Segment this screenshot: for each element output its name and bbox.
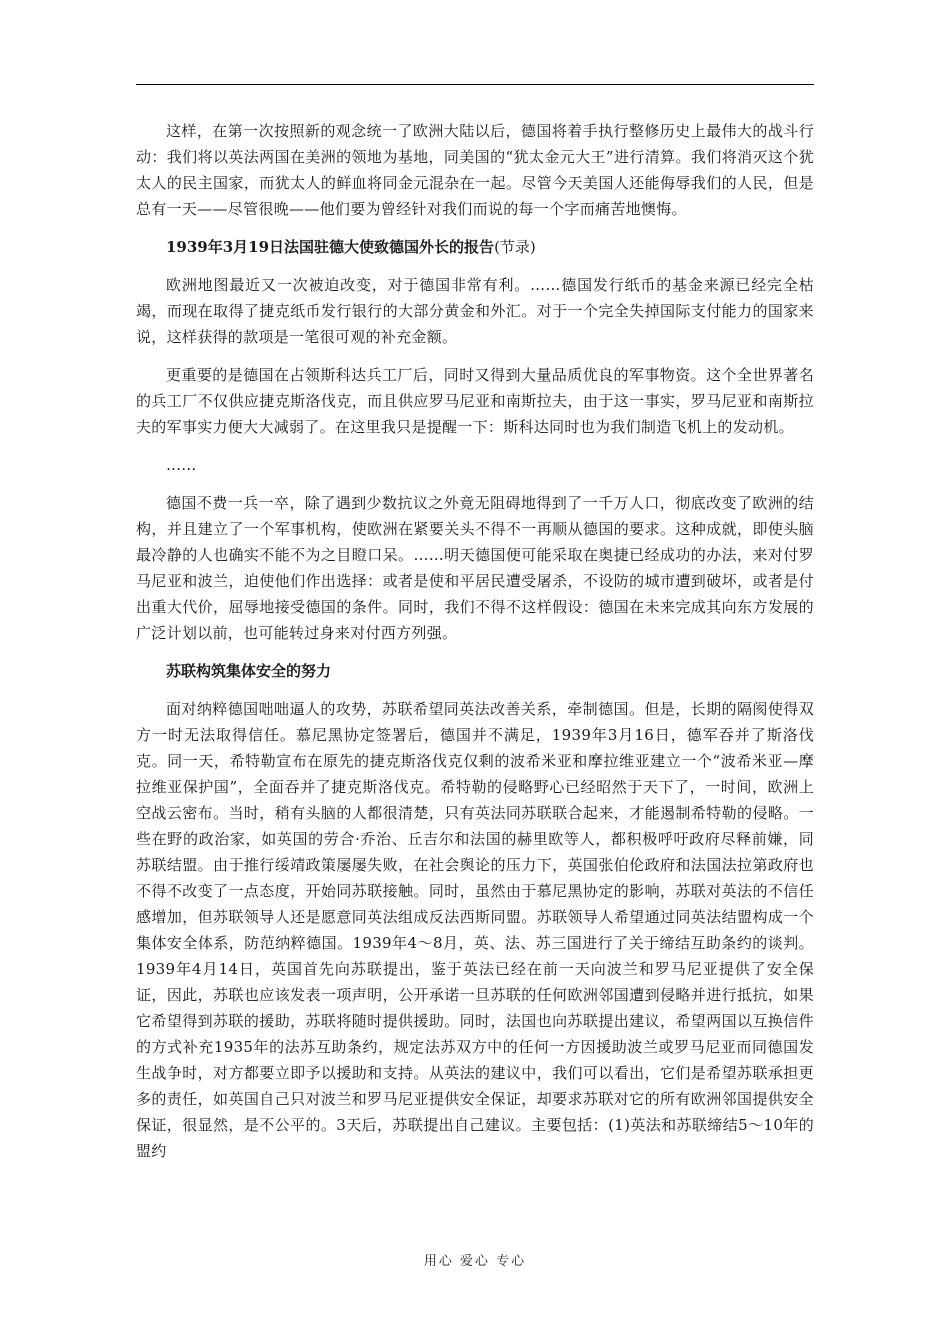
heading-title: 1939年3月19日法国驻德大使致德国外长的报告 [166,238,495,256]
paragraph: 这样，在第一次按照新的观念统一了欧洲大陆以后，德国将着手执行整修历史上最伟大的战斗行动：我们将以英法两国在美洲的领地为基地，同美国的“犹太金元大王”进行清算。我们将消灭这个犹太人的民主国家，而犹太人的鲜血将同金元混杂在一起。尽管今天美国人还能侮辱我们的人民，但是总有一天——尽管很晚——他们要为曾经针对我们而说的每一个字而痛苦地懊悔。 [136,122,814,218]
paragraph: 更重要的是德国在占领斯科达兵工厂后，同时又得到大量品质优良的军事物资。这个全世界著名的兵工厂不仅供应捷克斯洛伐克，而且供应罗马尼亚和南斯拉夫，由于这一事实，罗马尼亚和南斯拉夫的军事实力便大大减弱了。在这里我只是提醒一下：斯科达同时也为我们制造飞机上的发动机。 [136,366,814,436]
paragraph: 面对纳粹德国咄咄逼人的攻势，苏联希望同英法改善关系，牵制德国。但是，长期的隔阂使得双方一时无法取得信任。慕尼黑协定签署后，德国并不满足，1939年3月16日，德军吞并了斯洛伐克。同一天，希特勒宣布在原先的捷克斯洛伐克仅剩的波希米亚和摩拉维亚建立一个“波希米亚—摩拉维亚保护国”，全面吞并了捷克斯洛伐克。希特勒的侵略野心已经昭然于天下了，一时间，欧洲上空战云密布。当时，稍有头脑的人都很清楚，只有英法同苏联联合起来，才能遏制希特勒的侵略。一些在野的政治家，如英国的劳合·乔治、丘吉尔和法国的赫里欧等人，都积极呼吁政府尽释前嫌，同苏联结盟。由于推行绥靖政策屡屡失败，在社会舆论的压力下，英国张伯伦政府和法国法拉第政府也不得不改变了一点态度，开始同苏联接触。同时，虽然由于慕尼黑协定的影响，苏联对英法的不信任感增加，但苏联领导人还是愿意同英法组成反法西斯同盟。苏联领导人希望通过同英法结盟构成一个集体安全体系，防范纳粹德国。1939年4～8月，英、法、苏三国进行了关于缔结互助条约的谈判。1939年4月14日，英国首先向苏联提出，鉴于英法已经在前一天向波兰和罗马尼亚提供了安全保证，因此，苏联也应该发表一项声明，公开承诺一旦苏联的任何欧洲邻国遭到侵略并进行抵抗，如果它希望得到苏联的援助，苏联将随时提供援助。同时，法国也向苏联提出建议，希望两国以互换信件的方式补充1935年的法苏互助条约，规定法苏双方中的任何一方因援助波兰或罗马尼亚而同德国发生战争时，对方都要立即予以援助和支持。从英法的建议中，我们可以看出，它们是希望苏联承担更多的责任，如英国自己只对波兰和罗马尼亚提供安全保证，却要求苏联对它的所有欧洲邻国提供安全保证，很显然，是不公平的。3天后，苏联提出自己建议。主要包括：(1)英法和苏联缔结5～10年的盟约 [136,700,814,1160]
page-footer: 用心 爱心 专心 [423,1254,527,1269]
section-heading: 苏联构筑集体安全的努力 [166,662,332,680]
document-body [136,118,814,1164]
ellipsis-line: …… [166,456,197,474]
paragraph: 欧洲地图最近又一次被迫改变，对于德国非常有利。……德国发行纸币的基金来源已经完全枯竭，而现在取得了捷克纸币发行银行的大部分黄金和外汇。对于一个完全失掉国际支付能力的国家来说，这样获得的款项是一笔很可观的补充金额。 [136,276,814,346]
header-rule [136,84,814,85]
paragraph: 德国不费一兵一卒，除了遇到少数抗议之外竟无阻碍地得到了一千万人口，彻底改变了欧洲的结构，并且建立了一个军事机构，使欧洲在紧要关头不得不一再顺从德国的要求。这种成就，即使头脑最冷静的人也确实不能不为之目瞪口呆。……明天德国便可能采取在奥捷已经成功的办法，来对付罗马尼亚和波兰，迫使他们作出选择：或者是使和平居民遭受屠杀，不设防的城市遭到破坏，或者是付出重大代价，屈辱地接受德国的条件。同时，我们不得不这样假设：德国在未来完成其向东方发展的广泛计划以前，也可能转过身来对付西方列强。 [136,494,814,642]
section-heading [136,234,814,260]
heading-note: (节录) [494,238,536,256]
